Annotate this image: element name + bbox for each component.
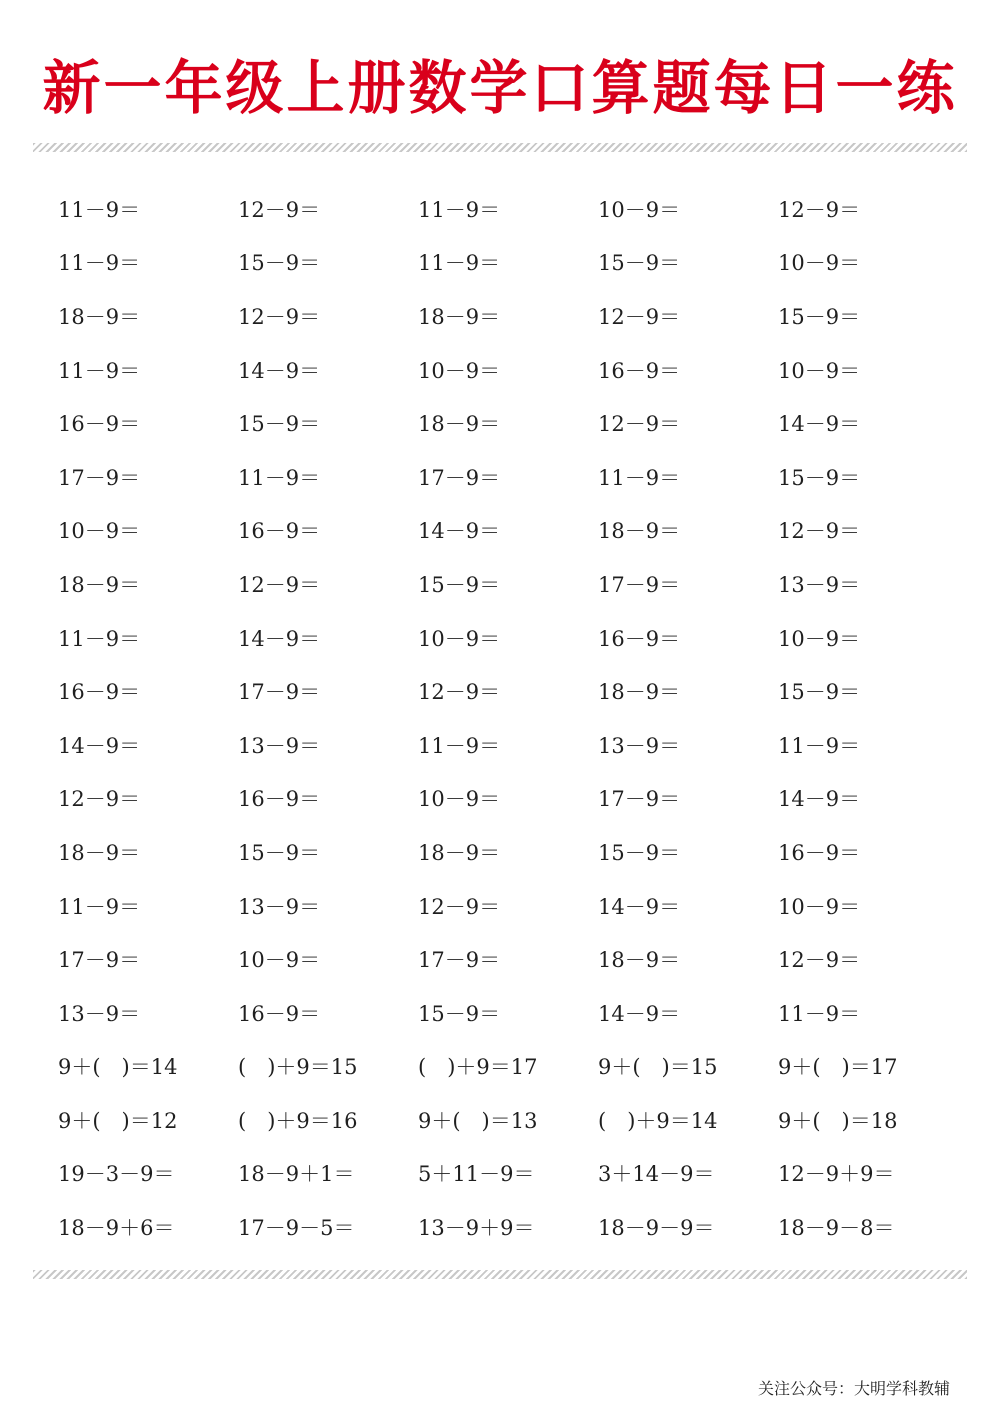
problem: 16－9＝ <box>238 1001 321 1026</box>
problem: 12－9＝ <box>238 197 321 222</box>
problem: 15－9＝ <box>598 251 681 276</box>
problem: 18－9＋6＝ <box>58 1216 175 1241</box>
problem-row <box>58 504 958 558</box>
problem: 18－9－8＝ <box>778 1216 895 1241</box>
problem-row <box>58 1147 958 1201</box>
problem: 14－9＝ <box>58 733 141 758</box>
problem: ( )＋9＝14 <box>598 1108 718 1133</box>
problem: 17－9＝ <box>418 465 501 490</box>
problem: 17－9－5＝ <box>238 1216 355 1241</box>
problem-row <box>58 182 958 236</box>
problem: 9＋( )＝12 <box>58 1108 178 1133</box>
problem: 18－9＝ <box>598 680 681 705</box>
problem: 18－9＝ <box>598 519 681 544</box>
problem: 16－9＝ <box>238 787 321 812</box>
problem: 11－9＝ <box>58 358 141 383</box>
problem-row <box>58 396 958 450</box>
problem: 18－9－9＝ <box>598 1216 715 1241</box>
problem: 17－9＝ <box>598 572 681 597</box>
problem: 10－9＝ <box>598 197 681 222</box>
problem: 15－9＝ <box>238 840 321 865</box>
problem: 15－9＝ <box>418 572 501 597</box>
problem: 18－9＝ <box>418 840 501 865</box>
problem: 17－9＝ <box>58 948 141 973</box>
problem: 12－9＝ <box>778 519 861 544</box>
problem: 15－9＝ <box>418 1001 501 1026</box>
problem: 13－9＝ <box>238 733 321 758</box>
problem: 10－9＝ <box>418 626 501 651</box>
problem: 17－9＝ <box>418 948 501 973</box>
problem: 10－9＝ <box>238 948 321 973</box>
problem: ( )＋9＝16 <box>238 1108 358 1133</box>
bottom-divider <box>33 1270 967 1279</box>
problem-row <box>58 1200 958 1254</box>
problem: 10－9＝ <box>778 358 861 383</box>
problem: 12－9＝ <box>778 197 861 222</box>
problem: 14－9＝ <box>598 894 681 919</box>
problem: 11－9＝ <box>58 626 141 651</box>
problem: 12－9＝ <box>238 304 321 329</box>
problem: 16－9＝ <box>598 358 681 383</box>
problem: 11－9＝ <box>418 251 501 276</box>
problem: 9＋( )＝14 <box>58 1055 178 1080</box>
problem: 18－9＝ <box>58 840 141 865</box>
problem: 12－9＝ <box>418 894 501 919</box>
problem: 12－9＝ <box>598 412 681 437</box>
problem: 11－9＝ <box>418 733 501 758</box>
problem: ( )＋9＝17 <box>418 1055 538 1080</box>
problem: 14－9＝ <box>778 412 861 437</box>
problem: 15－9＝ <box>778 465 861 490</box>
problem: 12－9＝ <box>58 787 141 812</box>
problem: 10－9＝ <box>58 519 141 544</box>
problem: 15－9＝ <box>238 251 321 276</box>
problem: 19－3－9＝ <box>58 1162 175 1187</box>
problem: 13－9＝ <box>598 733 681 758</box>
footer-note: 关注公众号：大明学科教辅 <box>757 1379 950 1398</box>
problem-row <box>58 236 958 290</box>
problem: 17－9＝ <box>238 680 321 705</box>
problem-row <box>58 1040 958 1094</box>
top-divider <box>33 143 967 152</box>
problem: 5＋11－9＝ <box>418 1162 535 1187</box>
problem-row <box>58 450 958 504</box>
problem: ( )＋9＝15 <box>238 1055 358 1080</box>
problem: 11－9＝ <box>598 465 681 490</box>
problem: 11－9＝ <box>58 251 141 276</box>
problem: 18－9＝ <box>598 948 681 973</box>
problem: 9＋( )＝15 <box>598 1055 718 1080</box>
problem-row <box>58 611 958 665</box>
problem: 15－9＝ <box>598 840 681 865</box>
problem: 17－9＝ <box>58 465 141 490</box>
problem: 16－9＝ <box>238 519 321 544</box>
problem-row <box>58 932 958 986</box>
problem-grid <box>58 182 958 1254</box>
problem: 14－9＝ <box>238 626 321 651</box>
problem: 13－9＝ <box>58 1001 141 1026</box>
problem-row <box>58 664 958 718</box>
problem-row <box>58 825 958 879</box>
problem: 10－9＝ <box>418 358 501 383</box>
problem: 12－9＝ <box>598 304 681 329</box>
problem: 18－9＝ <box>58 304 141 329</box>
problem: 14－9＝ <box>778 787 861 812</box>
problem: 14－9＝ <box>418 519 501 544</box>
problem: 12－9＝ <box>778 948 861 973</box>
problem: 3＋14－9＝ <box>598 1162 715 1187</box>
problem-row <box>58 1093 958 1147</box>
problem: 9＋( )＝13 <box>418 1108 538 1133</box>
problem: 9＋( )＝18 <box>778 1108 898 1133</box>
problem: 16－9＝ <box>598 626 681 651</box>
problem-row <box>58 772 958 826</box>
problem-row <box>58 557 958 611</box>
problem-row <box>58 289 958 343</box>
problem: 11－9＝ <box>418 197 501 222</box>
problem: 16－9＝ <box>58 680 141 705</box>
problem: 15－9＝ <box>778 304 861 329</box>
problem-row <box>58 343 958 397</box>
problem: 12－9＋9＝ <box>778 1162 895 1187</box>
problem: 18－9＝ <box>418 304 501 329</box>
problem: 10－9＝ <box>418 787 501 812</box>
problem: 9＋( )＝17 <box>778 1055 898 1080</box>
problem: 16－9＝ <box>58 412 141 437</box>
problem: 15－9＝ <box>238 412 321 437</box>
problem: 10－9＝ <box>778 251 861 276</box>
problem: 13－9＋9＝ <box>418 1216 535 1241</box>
problem: 11－9＝ <box>238 465 321 490</box>
problem: 12－9＝ <box>238 572 321 597</box>
problem: 16－9＝ <box>778 840 861 865</box>
problem: 18－9＝ <box>418 412 501 437</box>
problem: 11－9＝ <box>778 733 861 758</box>
problem: 17－9＝ <box>598 787 681 812</box>
page-title: 新一年级上册数学口算题每日一练 <box>42 54 958 122</box>
problem: 13－9＝ <box>778 572 861 597</box>
problem: 12－9＝ <box>418 680 501 705</box>
problem: 10－9＝ <box>778 894 861 919</box>
problem: 11－9＝ <box>778 1001 861 1026</box>
problem: 13－9＝ <box>238 894 321 919</box>
problem-row <box>58 986 958 1040</box>
problem: 14－9＝ <box>238 358 321 383</box>
problem: 15－9＝ <box>778 680 861 705</box>
problem: 14－9＝ <box>598 1001 681 1026</box>
problem-row <box>58 718 958 772</box>
problem: 11－9＝ <box>58 894 141 919</box>
problem: 11－9＝ <box>58 197 141 222</box>
problem: 18－9＋1＝ <box>238 1162 355 1187</box>
problem-row <box>58 879 958 933</box>
problem: 10－9＝ <box>778 626 861 651</box>
problem: 18－9＝ <box>58 572 141 597</box>
